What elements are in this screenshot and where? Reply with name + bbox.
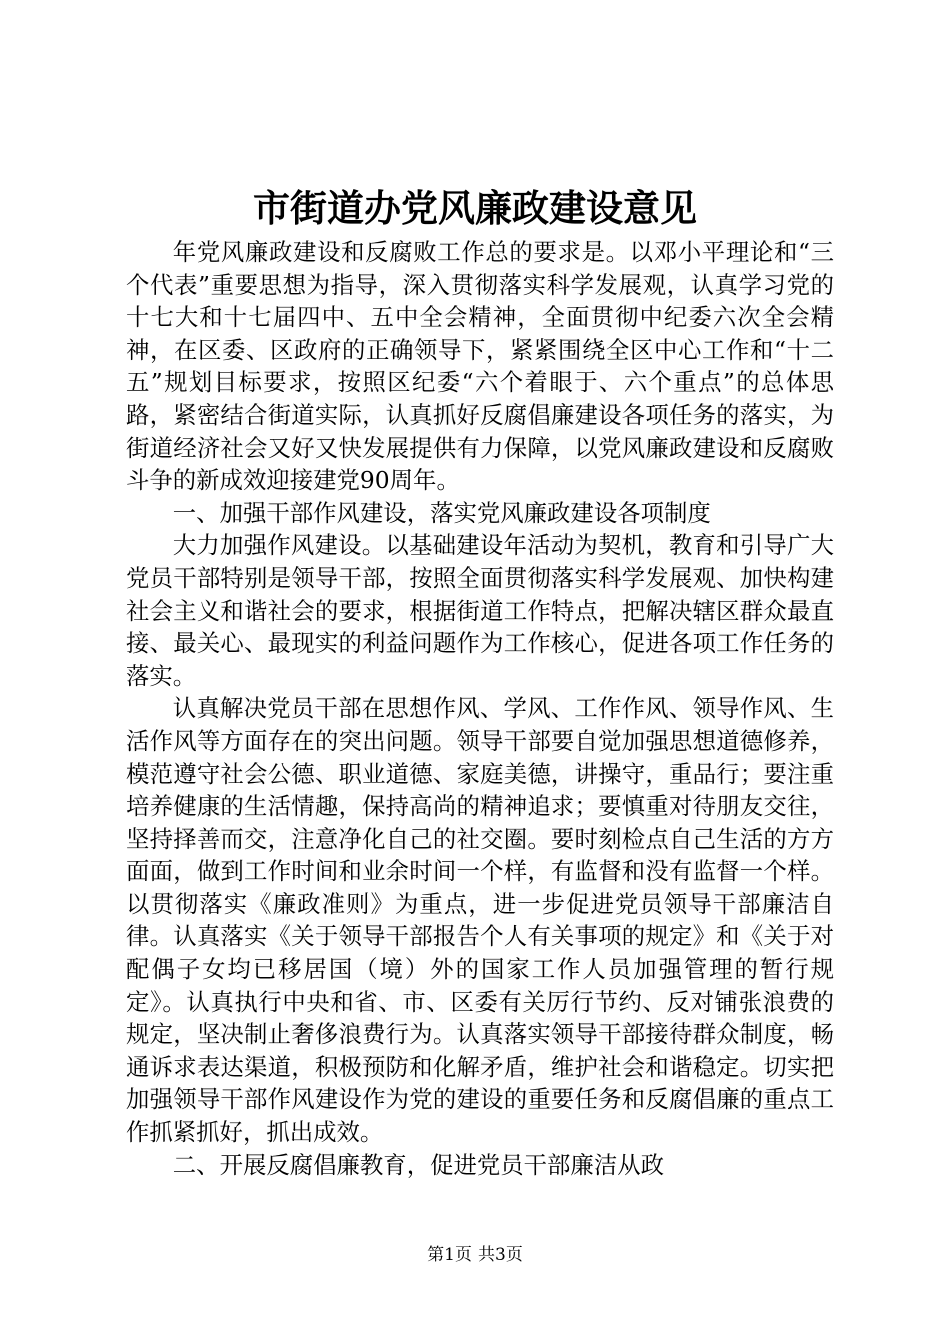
page-footer <box>0 1243 950 1267</box>
page-number: 第1页 <box>427 1245 472 1265</box>
document-title: 市街道办党风廉政建设意见 <box>253 186 697 230</box>
page-total: 共3页 <box>478 1245 523 1265</box>
paragraph-intro: 年党风廉政建设和反腐败工作总的要求是。以邓小平理论和“三个代表”重要思想为指导，深入贯彻落实科学发展观，认真学习党的十七大和十七届四中、五中全会精神，全面贯彻中纪委六次全会精神，在区委、区政府的正确领导下，紧紧围绕全区中心工作和“十二五”规划目标要求，按照区纪委“六个着眼于、六个重点”的总体思路，紧密结合街道实际，认真抓好反腐倡廉建设各项任务的落实，为街道经济社会又好又快发展提供有力保障，以党风廉政建设和反腐败斗争的新成效迎接建党90周年。 <box>126 238 834 495</box>
section-heading-2: 二、开展反腐倡廉教育，促进党员干部廉洁从政 <box>172 1150 664 1179</box>
section-heading-1: 一、加强干部作风建设，落实党风廉政建设各项制度 <box>172 498 711 527</box>
paragraph-work-style: 大力加强作风建设。以基础建设年活动为契机，教育和引导广大党员干部特别是领导干部，按照全面贯彻落实科学发展观、加快构建社会主义和谐社会的要求，根据街道工作特点，把解决辖区群众最直接、最关心、最现实的利益问题作为工作核心，促进各项工作任务的落实。 <box>126 531 834 690</box>
document-body <box>126 236 834 1181</box>
paragraph-problems: 认真解决党员干部在思想作风、学风、工作作风、领导作风、生活作风等方面存在的突出问题。领导干部要自觉加强思想道德修养，模范遵守社会公德、职业道德、家庭美德，讲操守，重品行；要注重培养健康的生活情趣，保持高尚的精神追求；要慎重对待朋友交往，坚持择善而交，注意净化自己的社交圈。要时刻检点自己生活的方方面面，做到工作时间和业余时间一个样，有监督和没有监督一个样。以贯彻落实《廉政准则》为重点，进一步促进党员领导干部廉洁自律。认真落实《关于领导干部报告个人有关事项的规定》和《关于对配偶子女均已移居国（境）外的国家工作人员加强管理的暂行规定》。认真执行中央和省、市、区委有关厉行节约、反对铺张浪费的规定，坚决制止奢侈浪费行为。认真落实领导干部接待群众制度，畅通诉求表达渠道，积极预防和化解矛盾，维护社会和谐稳定。切实把加强领导干部作风建设作为党的建设的重要任务和反腐倡廉的重点工作抓紧抓好，抓出成效。 <box>126 694 834 1147</box>
